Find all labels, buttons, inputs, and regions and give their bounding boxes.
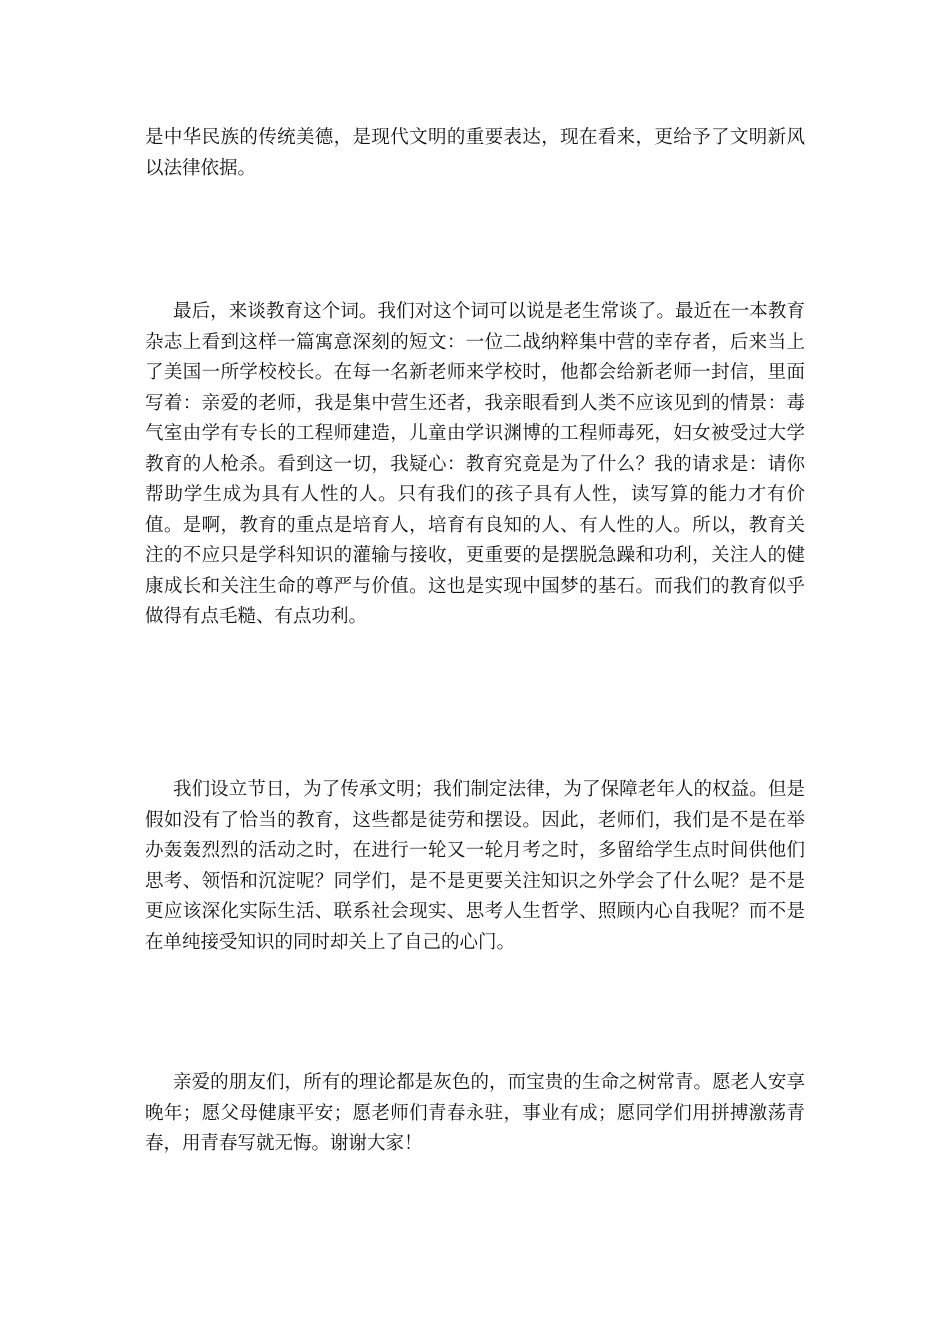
paragraph-festival-law: 我们设立节日，为了传承文明；我们制定法律，为了保障老年人的权益。但是假如没有了恰当的教育，这些都是徒劳和摆设。因此，老师们，我们是不是在举办轰轰烈烈的活动之时，在进行一轮又一轮月考之时，多留给学生点时间供他们思考、领悟和沉淀呢？同学们，是不是更要关注知识之外学会了什么呢？是不是更应该深化实际生活、联系社会现实、思考人生哲学、照顾内心自我呢？而不是在单纯接受知识的同时却关上了自己的心门。 <box>145 779 805 953</box>
paragraph-education: 最后，来谈教育这个词。我们对这个词可以说是老生常谈了。最近在一本教育杂志上看到这样一篇寓意深刻的短文：一位二战纳粹集中营的幸存者，后来当上了美国一所学校校长。在每一名新老师来学校时，他都会给新老师一封信，里面写着：亲爱的老师，我是集中营生还者，我亲眼看到人类不应该见到的情景：毒气室由学有专长的工程师建造，儿童由学识渊博的工程师毒死，妇女被受过大学教育的人枪杀。看到这一切，我疑心：教育究竟是为了什么？我的请求是：请你帮助学生成为具有人性的人。只有我们的孩子具有人性，读写算的能力才有价值。是啊，教育的重点是培育人，培育有良知的人、有人性的人。所以，教育关注的不应只是学科知识的灌输与接收，更重要的是摆脱急躁和功利，关注人的健康成长和关注生命的尊严与价值。这也是实现中国梦的基石。而我们的教育似乎做得有点毛糙、有点功利。 <box>145 301 805 627</box>
paragraph-continuation: 是中华民族的传统美德，是现代文明的重要表达，现在看来，更给予了文明新风以法律依据。 <box>145 127 805 179</box>
paragraph-closing: 亲爱的朋友们，所有的理论都是灰色的，而宝贵的生命之树常青。愿老人安享晚年；愿父母健康平安；愿老师们青春永驻，事业有成；愿同学们用拼搏激荡青春，用青春写就无悔。谢谢大家！ <box>145 1072 805 1154</box>
